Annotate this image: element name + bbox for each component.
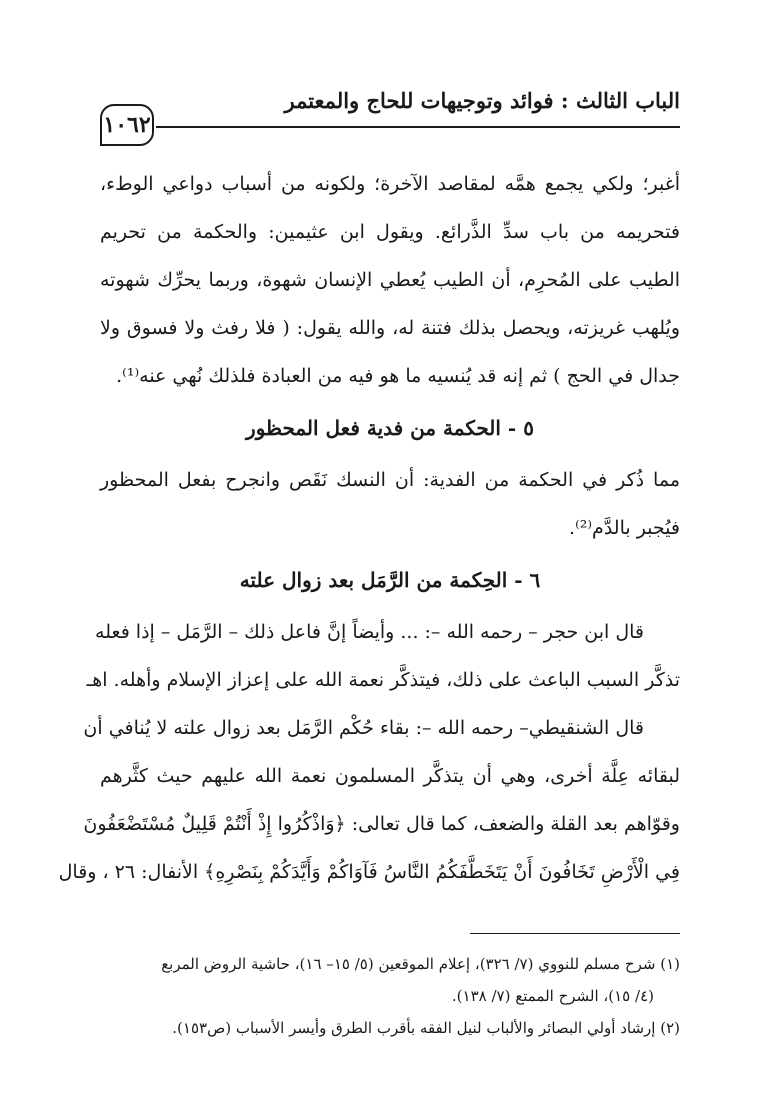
text-line: قال ابن حجر – رحمه الله –: ... وأيضاً إنَّ فاعل ذلك – الرَّمَل – إذا فعله (95, 621, 644, 643)
text-line: لبقائه عِلَّة أخرى، وهي أن يتذكَّر المسلمون نعمة الله عليهم حيث كثَّرهم (100, 765, 680, 787)
footnote-separator (470, 933, 680, 934)
text-line: أغبر؛ ولكي يجمع همَّه لمقاصد الآخرة؛ ولكونه من أسباب دواعي الوطء، (100, 173, 680, 195)
footnote-1-continued: (٤/ ١٥)، الشرح الممتع (٧/ ١٣٨). (451, 987, 654, 1005)
text-line: تذكَّر السبب الباعث على ذلك، فيتذكَّر نعمة الله على إعزاز الإسلام وأهله. اهـ (86, 669, 680, 691)
text-line: مما ذُكر في الحكمة من الفدية: أن النسك نَقَص وانجرح بفعل المحظور (100, 469, 680, 491)
quran-verse-line: وقوّاهم بعد القلة والضعف، كما قال تعالى: ﴿وَاذْكُرُوا إِذْ أَنْتُمْ قَلِيلٌ مُسْتَضْعَفُونَ (83, 813, 680, 835)
text-line: ويُلهب غريزته، ويحصل بذلك فتنة له، والله يقول: ( فلا رفث ولا فسوق ولا (100, 317, 680, 339)
header-rule (156, 126, 680, 128)
text-line: جدال في الحج ) ثم إنه قد يُنسيه ما هو فيه من العبادة فلذلك نُهي عنه⁽¹⁾. (116, 365, 680, 387)
text-line: قال الشنقيطي– رحمه الله –: بقاء حُكْم الرَّمَل بعد زوال علته لا يُنافي أن (83, 717, 644, 739)
page-header (100, 82, 680, 142)
chapter-title: الباب الثالث : فوائد وتوجيهات للحاج والمعتمر (284, 88, 680, 113)
section-heading-5: ٥ - الحكمة من فدية فعل المحظور (246, 416, 534, 440)
text-line: فيُجبر بالدَّم⁽²⁾. (569, 517, 680, 539)
footnotes (100, 948, 680, 1044)
text-line: فتحريمه من باب سدِّ الذَّرائع. ويقول ابن عثيمين: والحكمة من تحريم (100, 221, 680, 243)
text-line: الطيب على المُحرِم، أن الطيب يُعطي الإنسان شهوة، وربما يحرِّك شهوته (100, 269, 680, 291)
footnote-1: (١) شرح مسلم للنووي (٧/ ٣٢٦)، إعلام الموقعين (٥/ ١٥– ١٦)، حاشية الروض المربع (161, 955, 680, 973)
section-heading-6: ٦ - الحِكمة من الرَّمَل بعد زوال علته (239, 568, 541, 592)
main-text (58, 160, 680, 896)
quran-verse-line: فِي الْأَرْضِ تَخَافُونَ أَنْ يَتَخَطَّفَكُمُ النَّاسُ فَآوَاكُمْ وَأَيَّدَكُمْ بِنَصْرِهِ﴾ الأنفال: ٢٦ ، وقال (58, 861, 680, 883)
footnote-2: (٢) إرشاد أولي البصائر والألباب لنيل الفقه بأقرب الطرق وأيسر الأسباب (ص١٥٣). (172, 1019, 680, 1037)
page-number: ١٠٦٢ (100, 104, 154, 146)
